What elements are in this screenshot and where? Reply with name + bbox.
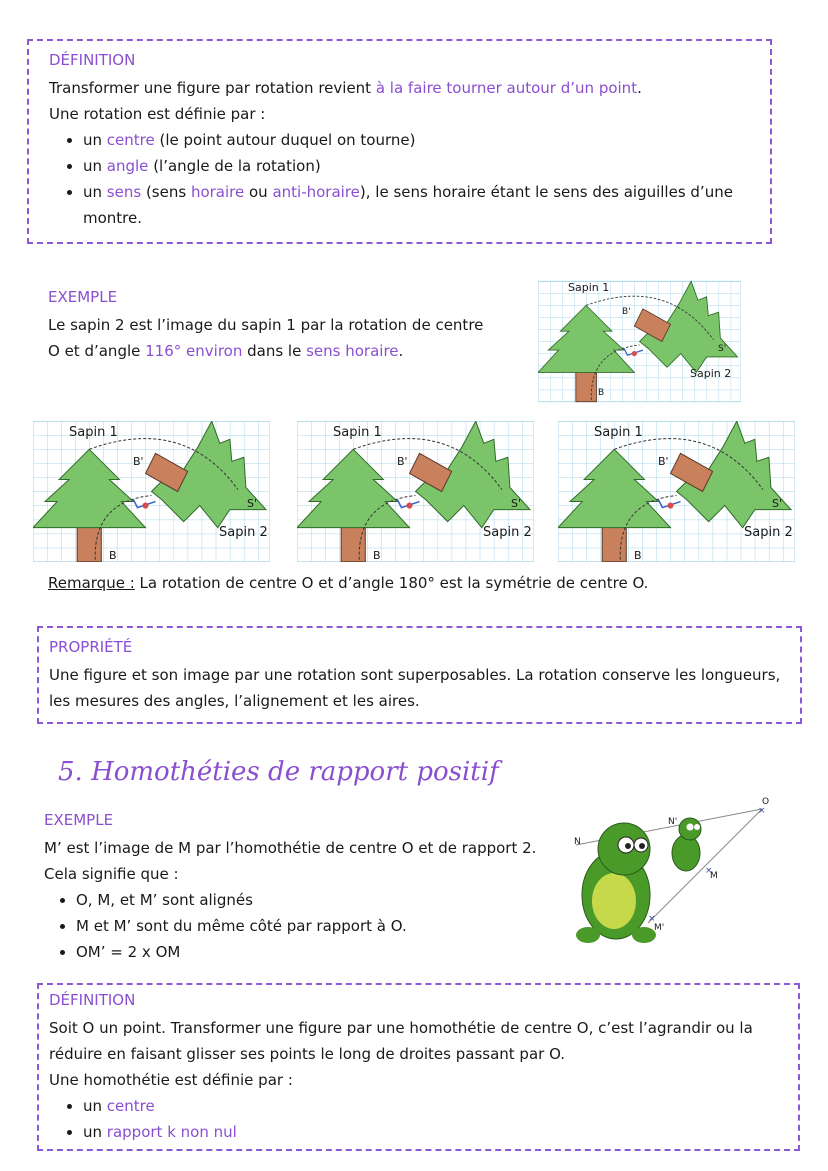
fig-label-bp: B' <box>622 307 631 317</box>
list-item: • un rapport k non nul <box>83 1119 799 1145</box>
fig-label-n: N <box>574 837 581 847</box>
fig-label-b: B <box>634 549 642 562</box>
property-label: PROPRIÉTÉ <box>49 638 133 656</box>
property-line-1: Une figure et son image par une rotation sont superposables. La rotation conserve les longueurs, <box>49 666 781 684</box>
list-item: • O, M, et M’ sont alignés <box>76 887 564 913</box>
svg-text:×: × <box>758 806 766 816</box>
definition-label: DÉFINITION <box>49 51 136 69</box>
fig-label-sapin1: Sapin 1 <box>69 425 118 440</box>
text: . <box>637 79 642 97</box>
fig-label-sp: S' <box>511 497 522 510</box>
example-list <box>44 887 564 965</box>
fig-label-bp: B' <box>397 455 408 468</box>
rotation-figure-2 <box>297 421 534 562</box>
fig-label-sp: S' <box>247 497 258 510</box>
definition-line-1 <box>49 75 769 101</box>
remark-text: La rotation de centre O et d’angle 180° est la symétrie de centre O. <box>134 574 649 592</box>
example-label: EXEMPLE <box>48 288 118 306</box>
definition-list <box>49 1093 799 1145</box>
fig-label-sapin2: Sapin 2 <box>483 525 532 540</box>
list-item: • M et M’ sont du même côté par rapport à O. <box>76 913 564 939</box>
remark-title: Remarque : <box>48 574 135 592</box>
definition-box-homothety <box>37 983 800 1151</box>
property-box <box>37 626 802 724</box>
fig-label-np: N' <box>668 817 678 827</box>
example-line-1: Le sapin 2 est l’image du sapin 1 par la rotation de centre <box>48 316 484 334</box>
fig-label-sapin1: Sapin 1 <box>333 425 382 440</box>
fig-label-sp: S' <box>772 497 783 510</box>
remark <box>48 570 648 596</box>
fig-label-bp: B' <box>658 455 669 468</box>
fig-label-sapin1: Sapin 1 <box>594 425 643 440</box>
fig-label-sapin2: Sapin 2 <box>690 367 732 380</box>
definition-box-rotation <box>27 39 772 244</box>
rotation-figure-1 <box>33 421 270 562</box>
highlight: à la faire tourner autour d’un point <box>375 79 638 97</box>
text: Transformer une figure par rotation revient <box>49 79 376 97</box>
definition-line-3: Une homothétie est définie par : <box>49 1071 293 1089</box>
definition-line-2: réduire en faisant glisser ses points le long de droites passant par O. <box>49 1045 566 1063</box>
example-line-2: Cela signifie que : <box>44 865 179 883</box>
svg-text:×: × <box>648 914 656 924</box>
list-item: • un angle (l’angle de la rotation) <box>83 153 769 179</box>
homothety-figure <box>568 795 778 955</box>
list-item: • un centre <box>83 1093 799 1119</box>
definition-line-2: Une rotation est définie par : <box>49 105 266 123</box>
definition-label: DÉFINITION <box>49 991 136 1009</box>
fig-label-b: B <box>598 388 605 398</box>
fig-label-b: B <box>109 549 117 562</box>
fig-label-sp: S' <box>718 344 727 354</box>
definition-line-1: Soit O un point. Transformer une figure par une homothétie de centre O, c’est l’agrandir ou la <box>49 1019 753 1037</box>
svg-text:×: × <box>705 866 713 876</box>
fig-label-o: O <box>762 797 770 807</box>
example-line-1: M’ est l’image de M par l’homothétie de centre O et de rapport 2. <box>44 839 537 857</box>
fig-label-bp: B' <box>133 455 144 468</box>
rotation-figure-3 <box>558 421 795 562</box>
list-item: • un centre (le point autour duquel on tourne) <box>83 127 769 153</box>
fig-label-sapin1: Sapin 1 <box>568 281 610 294</box>
section-title: 5. Homothéties de rapport positif <box>58 757 499 787</box>
list-item: • OM’ = 2 x OM <box>76 939 564 965</box>
fig-label-mp: M' <box>654 923 665 933</box>
fig-label-b: B <box>373 549 381 562</box>
fig-label-m: M <box>710 871 718 881</box>
fig-label-sapin2: Sapin 2 <box>219 525 268 540</box>
rotation-figure-main <box>538 280 741 403</box>
list-item: • un sens (sens horaire ou anti-horaire), le sens horaire étant le sens des aiguilles d’une montre. <box>83 179 743 231</box>
example-label: EXEMPLE <box>44 811 114 829</box>
property-line-2: les mesures des angles, l’alignement et les aires. <box>49 692 420 710</box>
definition-list <box>49 127 769 231</box>
fig-label-sapin2: Sapin 2 <box>744 525 793 540</box>
example-line-2: O et d’angle 116° environ dans le sens horaire. <box>48 342 404 360</box>
